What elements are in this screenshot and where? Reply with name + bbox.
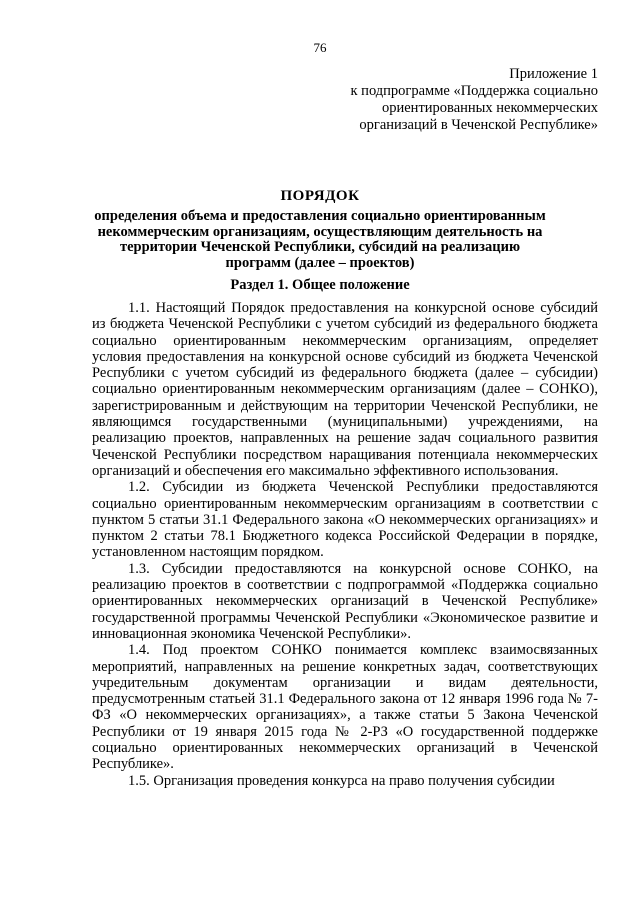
paragraph: 1.2. Субсидии из бюджета Чеченской Республики предоставляются социально ориентированным некоммерческим организациям в соответствии с пунктом 5 статьи 31.1 Федерального закона «О некоммерческих организациях» и пунктом 2 статьи 78.1 Бюджетного кодекса Российской Федерации в порядке, установленном настоящим порядком. — [92, 479, 598, 561]
appendix-line: ориентированных некоммерческих — [381, 100, 598, 116]
document-body — [92, 300, 598, 789]
appendix-line: организаций в Чеченской Республике» — [359, 117, 598, 133]
paragraph: 1.5. Организация проведения конкурса на право получения субсидии — [128, 772, 555, 789]
paragraph: 1.3. Субсидии предоставляются на конкурсной основе СОНКО, на реализацию проектов в соответствии с подпрограммой «Поддержка социально ориентированных некоммерческих организаций в Чеченской Республике» государственной программы Чеченской Республики «Экономическое развитие и инновационная экономика Чеченской Республики». — [92, 560, 598, 642]
appendix-header — [351, 66, 598, 134]
subtitle-line: программ (далее – проектов) — [225, 254, 415, 271]
appendix-line: к подпрограмме «Поддержка социально — [350, 83, 598, 99]
subtitle-line: определения объема и предоставления социально ориентированным — [94, 208, 546, 224]
appendix-label: Приложение 1 — [509, 66, 598, 82]
document-subtitle — [0, 209, 640, 271]
page-number: 76 — [313, 40, 327, 55]
section-heading: Раздел 1. Общее положение — [230, 277, 410, 293]
subtitle-line: территории Чеченской Республики, субсидий на реализацию — [119, 239, 521, 255]
document-title: ПОРЯДОК — [280, 188, 360, 204]
subtitle-line: некоммерческим организациям, осуществляющим деятельность на — [97, 223, 543, 240]
paragraph: 1.1. Настоящий Порядок предоставления на конкурсной основе субсидий из бюджета Чеченской Республики с учетом субсидий из федерального бюджета социально ориентированным некоммерческим организациям, определяет условия предоставления на конкурсной основе субсидий из бюджета Чеченской Республики с учетом субсидий из федерального бюджета (далее – субсидии) социально ориентированным некоммерческим организациям (далее – СОНКО), зарегистрированным и действующим на территории Чеченской Республики, не являющимся государственными (муниципальными) учреждениями, на реализацию проектов, направленных на решение задач социального развития Чеченской Республики посредством наращивания потенциала некоммерческих организаций и обеспечения его максимально эффективного использования. — [92, 300, 598, 479]
paragraph: 1.4. Под проектом СОНКО понимается комплекс взаимосвязанных мероприятий, направленных на решение конкретных задач, соответствующих учредительным документам организации и видам деятельности, предусмотренным статьей 31.1 Федерального закона от 12 января 1996 года № 7-ФЗ «О некоммерческих организациях», а также статьи 5 Закона Чеченской Республики от 19 января 2015 года № 2-РЗ «О государственной поддержке социально ориентированных некоммерческих организаций в Чеченской Республике». — [92, 642, 598, 773]
